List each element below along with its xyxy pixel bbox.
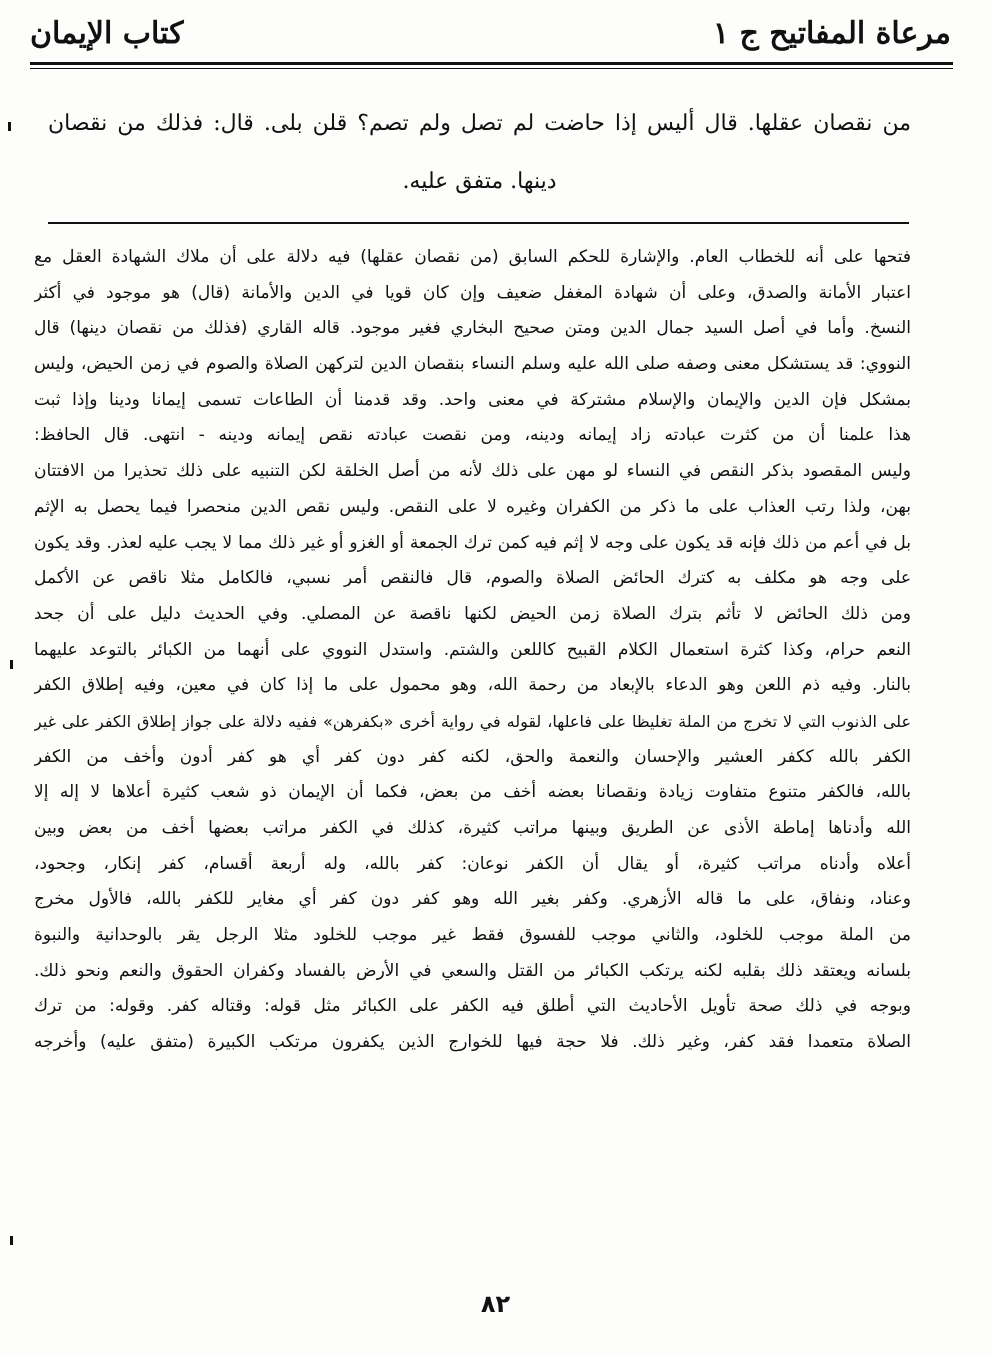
margin-mark: [10, 1236, 13, 1245]
margin-mark: [8, 122, 11, 131]
commentary-line: بهن، ولذا رتب العذاب على ما ذكر من الكفران وغيره لا على النقص. وليس نقص الدين منحصرا فيما يحصل به الإثم: [34, 496, 911, 517]
page-number: ٨٢: [480, 1290, 511, 1318]
commentary-line: بالله، فالكفر متنوع متفاوت زيادة ونقصانا بعضه أخف من بعض، فكما أن الإيمان ذو شعب كثيرة أعلاها لا إله إلا: [34, 782, 911, 803]
commentary-line: الله وأدناها إماطة الأذى عن الطريق وبينها مراتب كثيرة، كذلك في الكفر مراتب بعضها أخف من بعض وبين: [34, 818, 911, 838]
commentary-line: وليس المقصود بذكر النقص في النساء لو مهن على ذلك لأنه من أصل الخلقة لكن التنبيه على ذلك تحذيرا من الافتتان: [34, 461, 911, 482]
commentary-line: أعلاه وأدناه مراتب كثيرة، أو يقال أن الكفر نوعان: كفر بالله، وله أربعة أقسام، كفر إنكار، وجحود،: [34, 853, 911, 874]
commentary-line: النسخ. وأما في أصل السيد جمال الدين ومتن صحيح البخاري فغير موجود. قاله القاري (فذلك من نقصان دينها) قال: [34, 318, 911, 339]
hadith-text: من نقصان عقلها. قال أليس إذا حاضت لم تصل ولم تصم؟ قلن بلى. قال: فذلك من نقصان دينها. متفق عليه.: [48, 111, 911, 194]
commentary-body: [34, 240, 911, 1061]
book-title: مرعاة المفاتيح ج ١: [712, 16, 951, 51]
margin-mark: [10, 660, 13, 669]
commentary-line: هذا علمنا أن من كثرت عبادته زاد إيمانه ودينه، ومن نقصت عبادته نقص إيمانه ودينه - انتهى. قال الحافظ:: [34, 425, 911, 446]
commentary-line: بالنار. وفيه ذم اللعن وهو الدعاء بالإبعاد من رحمة الله، وهو محمول على ما إذا كان في معين، وفيه إطلاق الكفر: [34, 675, 911, 696]
commentary-line: بل في أعم من ذلك فإنه قد يكون على وجه لا إثم فيه كمن ترك الجمعة أو الغزو أو غير ذلك مما لا يجب عليه لعذر. وقد يكون: [34, 532, 911, 553]
text-commentary-divider: [48, 222, 909, 224]
commentary-line: اعتبار الأمانة والصدق، وعلى أن شهادة المغفل ضعيف وإن كان قويا في الدين والأمانة (قال) هو موجود في أكثر: [34, 282, 911, 303]
commentary-line: بلسانه ويعتقد ذلك بقلبه لكنه يرتكب الكبائر من القتل والسعي في الأرض بالفساد وكفران الحقوق والنعم ونحو ذلك.: [34, 960, 911, 981]
commentary-line: على وجه هو مكلف به كترك الحائض الصلاة والصوم، قال فالنقص أمر نسبي، فالكامل مثلا ناقص عن الأكمل: [34, 568, 911, 589]
commentary-line: ومن ذلك الحائض لا تأثم بترك الصلاة زمن الحيض لكنها ناقصة عن المصلي. وفي الحديث دليل على أن جحد: [34, 603, 911, 624]
commentary-line: من الملة موجب للخلود، والثاني موجب للفسوق فقط غير موجب للخلود مثلا الرجل يقر بالوحدانية والنبوة: [34, 925, 911, 946]
commentary-line: فتحها على أنه للخطاب العام. والإشارة للحكم السابق (من نقصان عقلها) فيه دلالة على أن ملاك الشهادة العقل مع: [34, 247, 911, 267]
commentary-line: وبوجه في ذلك صحة تأويل الأحاديث التي أطلق فيه الكفر على الكبائر مثل قوله: وقتاله كفر. وقوله: من ترك: [34, 996, 911, 1017]
running-header: [30, 10, 951, 62]
commentary-line: بمشكل فإن الدين والإيمان والإسلام مشتركة في معنى واحد. وقد قدمنا أن الطاعات تسمى إيمانا ودينا وإذا ثبت: [34, 389, 911, 410]
commentary-line: وعناد، ونفاق، على ما قاله الأزهري. وكفر بغير الله وهو كفر دون كفر أي مغاير للكفر بالله، فالأول مخرج: [34, 889, 911, 910]
header-double-rule: [30, 62, 953, 69]
commentary-line: النعم حرام، وكذا كثرة استعمال الكلام القبيح كاللعن والشتم. واستدل النووي على أنهما من الكبائر بالتوعد عليهما: [34, 639, 911, 660]
commentary-line: الصلاة متعمدا فقد كفر، وغير ذلك. فلا حجة فيها للخوارج الذين يكفرون مرتكب الكبيرة (متفق عليه) وأخرجه: [34, 1032, 911, 1053]
commentary-line: الكفر بالله ككفر العشير والإحسان والنعمة والحق، لكنه كفر دون كفر أي هو كفر أدون وأخف من الكفر: [34, 746, 911, 767]
commentary-line: على الذنوب التي لا تخرج من الملة تغليظا على فاعلها، لقوله في رواية أخرى «بكفرهن» ففيه دلالة على جواز إطلاق الكفر على غير: [34, 711, 911, 731]
chapter-title: كتاب الإيمان: [30, 16, 184, 51]
commentary-line: النووي: قد يستشكل معنى وصفه صلى الله عليه وسلم النساء بنقصان الدين لتركهن الصلاة والصوم في زمن الحيض، وليس: [34, 354, 911, 375]
